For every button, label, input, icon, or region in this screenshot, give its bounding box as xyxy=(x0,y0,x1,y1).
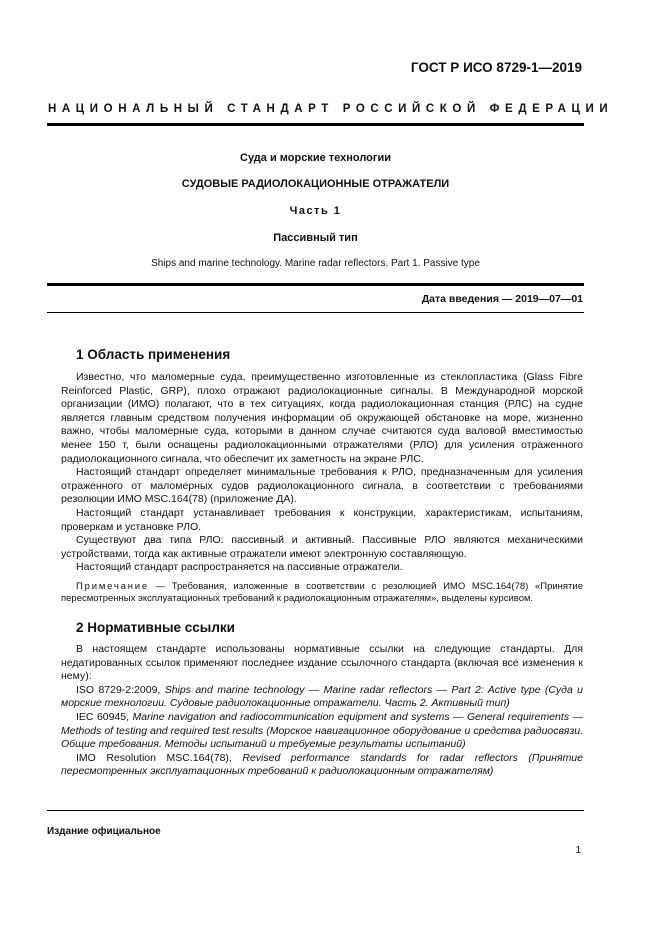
section-1-paragraph: Настоящий стандарт распространяется на пассивные отражатели. xyxy=(76,561,403,574)
main-title: СУДОВЫЕ РАДИОЛОКАЦИОННЫЕ ОТРАЖАТЕЛИ xyxy=(181,178,450,190)
note-text: — Требования, изложенные в соответствии с резолюцией ИМО MSC.164(78) «Принятие пересмотренных эксплуатационных требований к радиолокационным отражателям», выделены курсивом. xyxy=(61,580,583,605)
section-1-heading: 1 Область применения xyxy=(76,347,231,362)
part-title: Часть 1 xyxy=(289,205,342,217)
footer-rule xyxy=(47,810,584,811)
reference-title: Revised performance standards for radar reflectors (Принятие пересмотренных эксплуатационных требований к радиолокационным отражателям) xyxy=(61,751,583,778)
section-1-paragraph: Настоящий стандарт определяет минимальные требования к РЛО, предназначенным для усиления отраженного от маломерных судов радиолокационного сигнала, в соответствии с требованиями резолюции ИМО MSC.164(78) (приложение ДА). xyxy=(61,466,583,506)
official-edition-label: Издание официальное xyxy=(47,826,161,837)
reference-code: ISO 8729-2:2009, xyxy=(76,683,165,696)
date-rule xyxy=(47,312,584,313)
normative-reference xyxy=(61,684,583,711)
title-rule xyxy=(47,283,584,286)
introduction-date: Дата введения — 2019—07—01 xyxy=(421,293,583,305)
normative-reference xyxy=(61,711,583,752)
section-1-paragraph: Известно, что маломерные суда, преимущественно изготовленные из стеклопластика (Glass Fibre Reinforced Plastic, GRP), плохо отражают радиолокационные сигналы. В Международной морской организации (ИМО) полагают, что в тех ситуациях, когда радиолокационная станция (РЛС) на судне является главным средством получения информации об окружающей обстановке на море, жизненно важно, чтобы маломерные суда, которыми в данном случае считаются суда валовой вместимостью менее 150 т, были оснащены радиолокационными отражателями (РЛО) для усиления отраженного радиолокационного сигнала, что обеспечит их заметность на экране РЛС. xyxy=(61,371,583,465)
section-2-paragraph: В настоящем стандарте использованы нормативные ссылки на следующие стандарты. Для недатированных ссылок применяют последнее издание ссылочного стандарта (включая все изменения к нему): xyxy=(61,643,583,683)
reference-code: IMO Resolution MSC.164(78), xyxy=(76,751,243,764)
type-title: Пассивный тип xyxy=(273,232,358,244)
english-title: Ships and marine technology. Marine radar reflectors. Part 1. Passive type xyxy=(151,258,480,269)
section-1-paragraph: Существуют два типа РЛО: пассивный и активный. Пассивные РЛО являются механическими устройствами, тогда как активные отражатели имеют электронную составляющую. xyxy=(61,534,583,560)
section-1-body xyxy=(61,371,583,606)
document-code: ГОСТ Р ИСО 8729-1—2019 xyxy=(410,60,582,75)
national-standard-title: НАЦИОНАЛЬНЫЙ СТАНДАРТ РОССИЙСКОЙ ФЕДЕРАЦИИ xyxy=(48,103,614,115)
subject-title: Суда и морские технологии xyxy=(240,152,391,164)
reference-code: IEC 60945, xyxy=(76,710,133,723)
note xyxy=(61,581,583,606)
section-2-heading: 2 Нормативные ссылки xyxy=(76,620,235,635)
header-rule xyxy=(47,123,584,126)
normative-reference xyxy=(61,752,583,779)
reference-title: Marine navigation and radiocommunication equipment and systems — General requirements — Methods of testing and required test results (Морское навигационное оборудование и средства радиосвязи. Общие требования. Методы испытаний и требуемые результаты испытаний) xyxy=(61,710,584,751)
reference-title: Ships and marine technology — Marine radar reflectors — Part 2: Active type (Суда и морские технологии. Судовые радиолокационные отражатели. Часть 2. Активный тип) xyxy=(61,683,583,710)
section-2-body xyxy=(61,643,583,779)
section-1-paragraph: Настоящий стандарт устанавливает требования к конструкции, характеристикам, испытаниям, проверкам и установке РЛО. xyxy=(61,506,583,533)
note-label: Примечание xyxy=(76,580,149,592)
page-number: 1 xyxy=(575,845,581,856)
